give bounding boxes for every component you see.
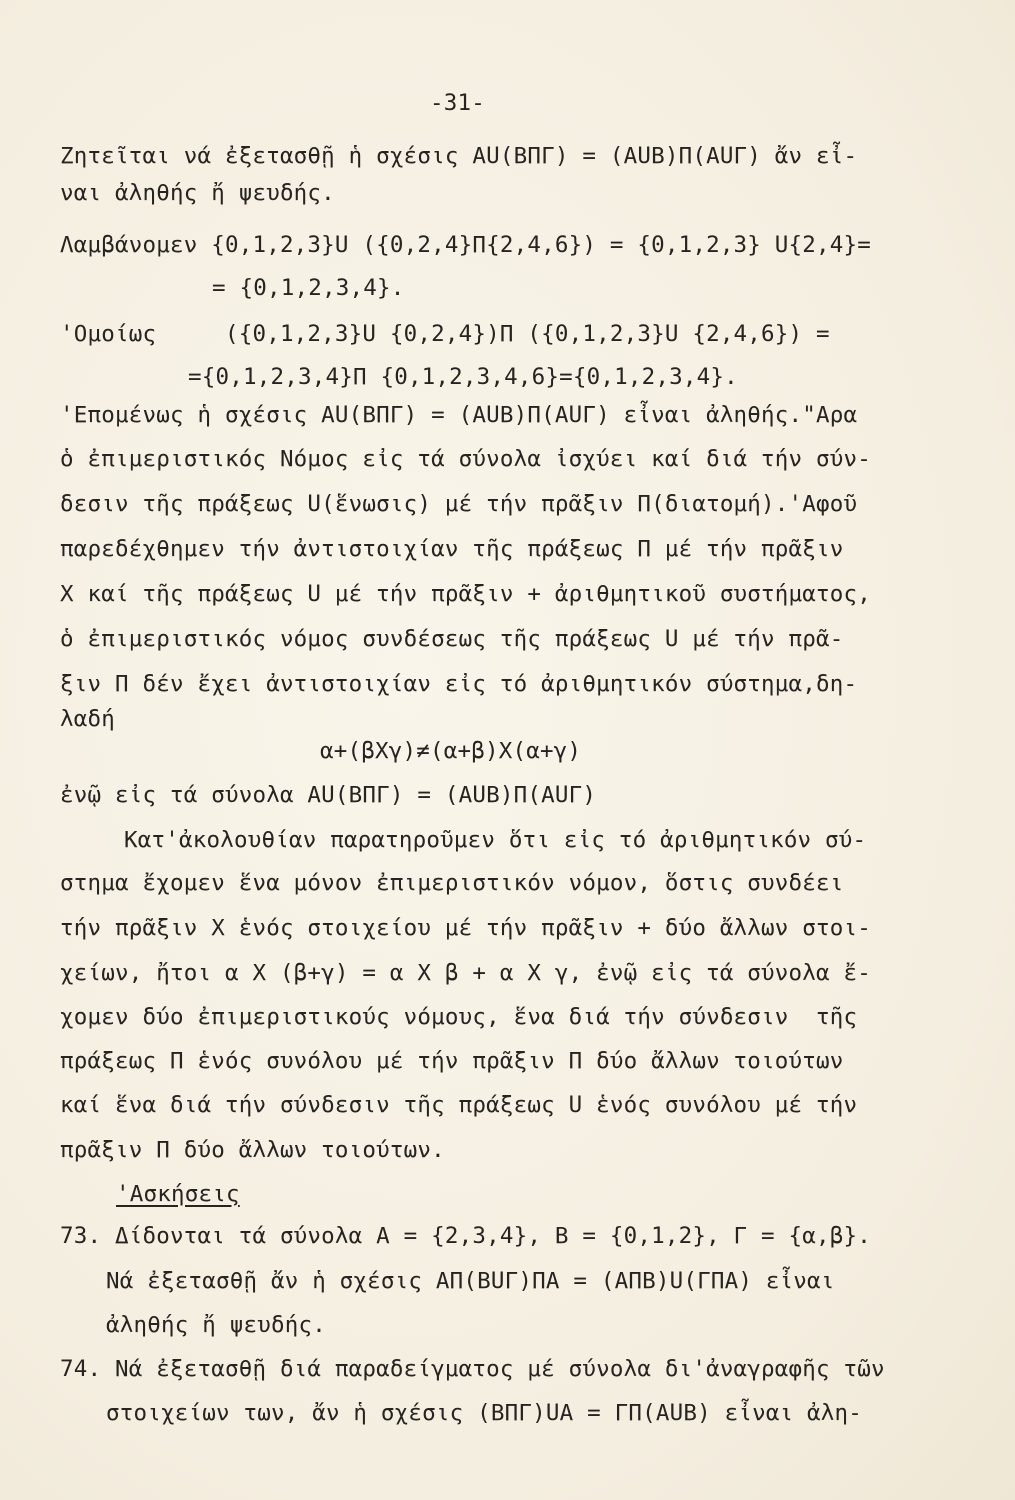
text-line: ἐνῷ εἰς τά σύνολα ΑU(ΒΠΓ) = (ΑUΒ)Π(ΑUΓ) bbox=[60, 782, 597, 808]
exercise-74: 74. Νά ἐξετασθῇ διά παραδείγματος μέ σύνολα δι'ἀναγραφῆς τῶν bbox=[60, 1356, 885, 1382]
text-line: ὁ ἐπιμεριστικός νόμος συνδέσεως τῆς πράξεως U μέ τήν πρᾶ- bbox=[60, 626, 844, 652]
text-line: χομεν δύο ἐπιμεριστικούς νόμους, ἕνα διά τήν σύνδεσιν τῆς bbox=[60, 1004, 858, 1030]
text-line: πρᾶξιν Π δύο ἄλλων τοιούτων. bbox=[60, 1137, 445, 1163]
text-line: χείων, ἤτοι α Χ (β+γ) = α Χ β + α Χ γ, ἐνῷ εἰς τά σύνολα ἔ- bbox=[60, 960, 872, 986]
text-line: 'Ομοίως ({0,1,2,3}U {0,2,4})Π ({0,1,2,3}U {2,4,6}) = bbox=[60, 321, 830, 347]
section-heading: 'Ασκήσεις bbox=[116, 1181, 240, 1207]
text-line: ξιν Π δέν ἔχει ἀντιστοιχίαν εἰς τό ἀριθμητικόν σύστημα,δη- bbox=[60, 671, 858, 697]
text-line: 'Επομένως ἡ σχέσις ΑU(ΒΠΓ) = (ΑUΒ)Π(ΑUΓ) εἶναι ἀληθής."Αρα bbox=[60, 402, 858, 428]
text-line: δεσιν τῆς πράξεως U(ἕνωσις) μέ τήν πρᾶξιν Π(διατομή).'Αφοῦ bbox=[60, 491, 858, 517]
text-line: ={0,1,2,3,4}Π {0,1,2,3,4,6}={0,1,2,3,4}. bbox=[188, 364, 738, 390]
text-line: = {0,1,2,3,4}. bbox=[212, 275, 405, 301]
text-line: ὁ ἐπιμεριστικός Νόμος εἰς τά σύνολα ἰσχύει καί διά τήν σύν- bbox=[60, 446, 872, 472]
text-line: ἀληθής ἤ ψευδής. bbox=[106, 1312, 326, 1338]
text-line: λαδή bbox=[60, 706, 115, 732]
formula-line: α+(βΧγ)≠(α+β)Χ(α+γ) bbox=[320, 738, 582, 764]
text-line: ναι ἀληθής ἤ ψευδής. bbox=[60, 180, 335, 206]
text-line: Χ καί τῆς πράξεως U μέ τήν πρᾶξιν + ἀριθμητικοῦ συστήματος, bbox=[60, 581, 872, 607]
text-line: Κατ'ἀκολουθίαν παρατηροῦμεν ὅτι εἰς τό ἀριθμητικόν σύ- bbox=[124, 827, 867, 853]
text-line: στοιχείων των, ἄν ἡ σχέσις (ΒΠΓ)UΑ = ΓΠ(ΑUΒ) εἶναι ἀλη- bbox=[106, 1400, 863, 1426]
text-line: πράξεως Π ἑνός συνόλου μέ τήν πρᾶξιν Π δύο ἄλλων τοιούτων bbox=[60, 1048, 844, 1074]
text-line: στημα ἔχομεν ἕνα μόνον ἐπιμεριστικόν νόμον, ὅστις συνδέει bbox=[60, 870, 844, 896]
text-line: Λαμβάνομεν {0,1,2,3}U ({0,2,4}Π{2,4,6}) = {0,1,2,3} U{2,4}= bbox=[60, 232, 872, 258]
text-line: καί ἕνα διά τήν σύνδεσιν τῆς πράξεως U ἑνός συνόλου μέ τήν bbox=[60, 1092, 858, 1118]
exercise-73: 73. Δίδονται τά σύνολα Α = {2,3,4}, Β = {0,1,2}, Γ = {α,β}. bbox=[60, 1223, 872, 1249]
page-number: -31- bbox=[430, 90, 485, 116]
text-line: Νά ἐξετασθῇ ἄν ἡ σχέσις ΑΠ(ΒUΓ)ΠΑ = (ΑΠΒ)U(ΓΠΑ) εἶναι bbox=[106, 1268, 835, 1294]
text-line: παρεδέχθημεν τήν ἀντιστοιχίαν τῆς πράξεως Π μέ τήν πρᾶξιν bbox=[60, 536, 844, 562]
text-line: τήν πρᾶξιν Χ ἑνός στοιχείου μέ τήν πρᾶξιν + δύο ἄλλων στοι- bbox=[60, 915, 872, 941]
text-line: Ζητεῖται νά ἐξετασθῇ ἡ σχέσις ΑU(ΒΠΓ) = (ΑUΒ)Π(ΑUΓ) ἄν εἶ- bbox=[60, 143, 858, 169]
